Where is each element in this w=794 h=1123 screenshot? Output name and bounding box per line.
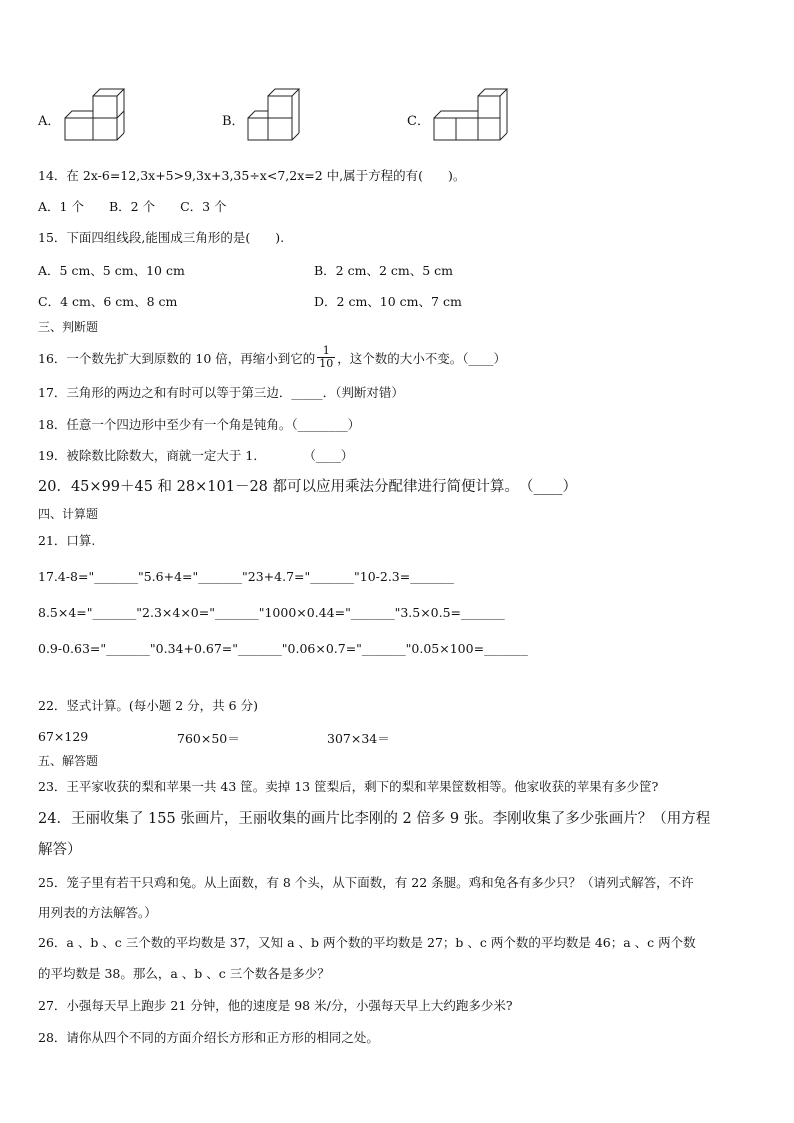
q15-stem: 15．下面四组线段,能围成三角形的是( ). [38,230,285,245]
q16-fraction-numerator: 1 [317,345,335,358]
q27: 27．小强每天早上跑步 21 分钟，他的速度是 98 米/分，小强每天早上大约跑多少米? [38,998,513,1013]
q24-line-2: 解答） [38,842,82,858]
q14-options: A．1 个 B．2 个 C．3 个 [38,199,227,214]
q24-line-1: 24．王丽收集了 155 张画片，王丽收集的画片比李刚的 2 倍多 9 张。李刚收集了多少张画片？（用方程 [38,811,711,827]
q20: 20．45×99＋45 和 28×101－28 都可以应用乘法分配律进行简便计算。 （____） [38,479,578,495]
q16-fraction [317,345,335,370]
q21-row-1: 17.4-8="_______"5.6+4="_______"23+4.7="_______"10-2.3=_______ [38,569,454,584]
q13-option-b-label: B． [222,114,245,129]
q13-option-c-cube-figure [430,86,510,144]
q16-fraction-denominator: 10 [319,357,334,370]
q22-item-a: 67×129 [38,729,89,744]
q17: 17．三角形的两边之和有时可以等于第三边．_____．（判断对错） [38,385,404,400]
q18: 18．任意一个四边形中至少有一个角是钝角。（________） [38,417,361,432]
section-3-heading: 三、判断题 [38,320,99,334]
section-5-heading: 五、解答题 [38,754,99,768]
section-4-heading: 四、计算题 [38,507,99,521]
q13-option-a-label: A． [38,114,61,129]
q22-item-c: 307×34＝ [327,731,390,746]
q15-option-c: C．4 cm、6 cm、8 cm [38,294,178,309]
q13-option-b-cube-figure [244,86,304,144]
q16-text-before: 16．一个数先扩大到原数的 10 倍，再缩小到它的 [38,351,316,366]
q15-option-d: D．2 cm、10 cm、7 cm [314,294,462,309]
q26-line-2: 的平均数是 38。那么，a 、b 、c 三个数各是多少？ [38,966,330,981]
q23: 23．王平家收获的梨和苹果一共 43 筐。卖掉 13 筐梨后，剩下的梨和苹果筐数相等。他家收获的苹果有多少筐? [38,779,659,794]
q21-title: 21．口算. [38,533,96,548]
q21-row-2: 8.5×4="_______"2.3×4×0="_______"1000×0.44="_______"3.5×0.5=_______ [38,605,505,620]
q16 [38,344,507,372]
q14-stem: 14．在 2x-6=12,3x+5>9,3x+3,35÷x<7,2x=2 中,属于方程的有( )。 [38,168,466,183]
q25-line-2: 用列表的方法解答。） [38,905,157,920]
q16-text-after: ，这个数的大小不变。（____） [337,351,507,366]
q15-option-a: A．5 cm、5 cm、10 cm [38,263,185,278]
q28: 28．请你从四个不同的方面介绍长方形和正方形的相同之处。 [38,1030,379,1045]
q21-row-3: 0.9-0.63="_______"0.34+0.67="_______"0.06×0.7="_______"0.05×100=_______ [38,641,528,656]
q26-line-1: 26．a 、b 、c 三个数的平均数是 37，又知 a 、b 两个数的平均数是 27；b 、c 两个数的平均数是 46；a 、c 两个数 [38,935,696,950]
q13-option-c-label: C． [407,114,430,129]
q15-option-b: B．2 cm、2 cm、5 cm [314,263,454,278]
q22-title: 22．竖式计算。(每小题 2 分，共 6 分) [38,698,258,713]
q13-option-a-cube-figure [60,86,130,144]
q22-item-b: 760×50＝ [177,731,240,746]
q19: 19．被除数比除数大，商就一定大于 1． （____） [38,448,354,463]
q25-line-1: 25．笼子里有若干只鸡和兔。从上面数，有 8 个头，从下面数，有 22 条腿。鸡和兔各有多少只？（请列式解答，不许 [38,875,694,890]
